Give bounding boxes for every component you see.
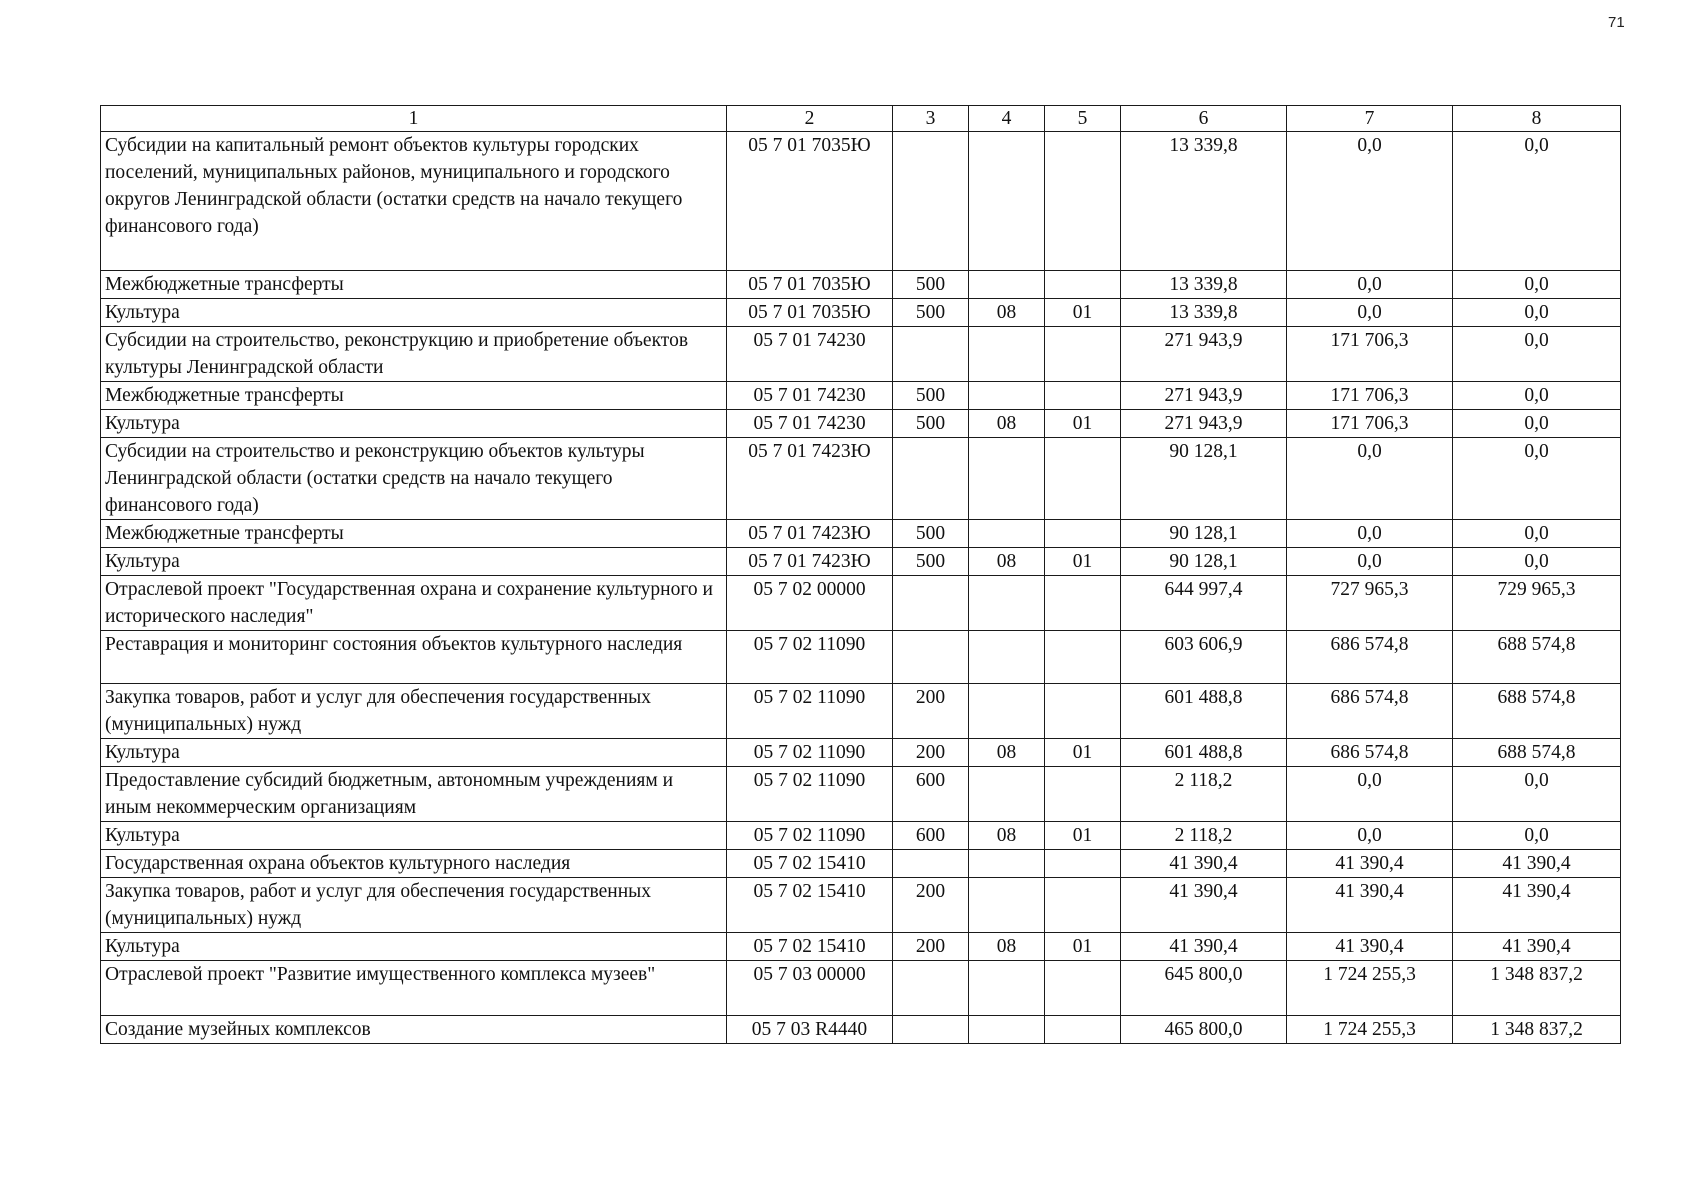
expense-type-code xyxy=(893,438,969,520)
expense-type-code: 500 xyxy=(893,271,969,299)
amount-col-6: 645 800,0 xyxy=(1121,961,1287,1016)
amount-col-8: 0,0 xyxy=(1453,438,1621,520)
budget-table xyxy=(100,105,1621,1044)
column-header-5: 5 xyxy=(1045,106,1121,132)
expense-type-code: 500 xyxy=(893,548,969,576)
target-article-code: 05 7 02 11090 xyxy=(727,739,893,767)
amount-col-8: 41 390,4 xyxy=(1453,878,1621,933)
amount-col-7: 686 574,8 xyxy=(1287,684,1453,739)
table-row xyxy=(101,271,1621,299)
amount-col-8: 1 348 837,2 xyxy=(1453,961,1621,1016)
amount-col-6: 13 339,8 xyxy=(1121,271,1287,299)
item-name: Межбюджетные трансферты xyxy=(101,382,727,410)
amount-col-8: 0,0 xyxy=(1453,767,1621,822)
target-article-code: 05 7 03 R4440 xyxy=(727,1016,893,1044)
table-row xyxy=(101,822,1621,850)
section-code: 08 xyxy=(969,548,1045,576)
item-name: Межбюджетные трансферты xyxy=(101,271,727,299)
section-code xyxy=(969,850,1045,878)
table-row xyxy=(101,382,1621,410)
table-row xyxy=(101,1016,1621,1044)
table-row xyxy=(101,438,1621,520)
item-name: Культура xyxy=(101,933,727,961)
amount-col-7: 1 724 255,3 xyxy=(1287,961,1453,1016)
expense-type-code xyxy=(893,850,969,878)
subsection-code: 01 xyxy=(1045,822,1121,850)
amount-col-7: 41 390,4 xyxy=(1287,878,1453,933)
amount-col-7: 171 706,3 xyxy=(1287,382,1453,410)
item-name: Культура xyxy=(101,822,727,850)
table-row xyxy=(101,739,1621,767)
target-article-code: 05 7 01 7423Ю xyxy=(727,548,893,576)
table-row xyxy=(101,299,1621,327)
amount-col-7: 0,0 xyxy=(1287,271,1453,299)
amount-col-8: 0,0 xyxy=(1453,299,1621,327)
target-article-code: 05 7 01 7035Ю xyxy=(727,299,893,327)
section-code: 08 xyxy=(969,410,1045,438)
item-name: Культура xyxy=(101,548,727,576)
target-article-code: 05 7 01 74230 xyxy=(727,410,893,438)
amount-col-6: 13 339,8 xyxy=(1121,132,1287,271)
amount-col-6: 13 339,8 xyxy=(1121,299,1287,327)
subsection-code xyxy=(1045,576,1121,631)
target-article-code: 05 7 01 74230 xyxy=(727,327,893,382)
expense-type-code: 500 xyxy=(893,382,969,410)
amount-col-6: 271 943,9 xyxy=(1121,410,1287,438)
header-row xyxy=(101,106,1621,132)
subsection-code: 01 xyxy=(1045,739,1121,767)
subsection-code xyxy=(1045,327,1121,382)
amount-col-8: 0,0 xyxy=(1453,132,1621,271)
subsection-code xyxy=(1045,961,1121,1016)
amount-col-8: 0,0 xyxy=(1453,327,1621,382)
expense-type-code: 600 xyxy=(893,767,969,822)
amount-col-7: 686 574,8 xyxy=(1287,631,1453,684)
amount-col-7: 1 724 255,3 xyxy=(1287,1016,1453,1044)
subsection-code xyxy=(1045,520,1121,548)
column-header-4: 4 xyxy=(969,106,1045,132)
subsection-code xyxy=(1045,382,1121,410)
target-article-code: 05 7 01 74230 xyxy=(727,382,893,410)
page-number: 71 xyxy=(1608,14,1625,31)
item-name: Культура xyxy=(101,410,727,438)
amount-col-7: 171 706,3 xyxy=(1287,410,1453,438)
section-code xyxy=(969,382,1045,410)
amount-col-8: 688 574,8 xyxy=(1453,739,1621,767)
subsection-code: 01 xyxy=(1045,548,1121,576)
target-article-code: 05 7 02 11090 xyxy=(727,684,893,739)
expense-type-code: 200 xyxy=(893,878,969,933)
amount-col-8: 688 574,8 xyxy=(1453,631,1621,684)
amount-col-7: 0,0 xyxy=(1287,767,1453,822)
table-row xyxy=(101,327,1621,382)
amount-col-6: 644 997,4 xyxy=(1121,576,1287,631)
table-row xyxy=(101,132,1621,271)
target-article-code: 05 7 01 7423Ю xyxy=(727,520,893,548)
amount-col-8: 0,0 xyxy=(1453,520,1621,548)
expense-type-code xyxy=(893,132,969,271)
section-code: 08 xyxy=(969,299,1045,327)
table-body xyxy=(101,132,1621,1044)
column-header-6: 6 xyxy=(1121,106,1287,132)
section-code xyxy=(969,132,1045,271)
amount-col-7: 0,0 xyxy=(1287,299,1453,327)
amount-col-6: 90 128,1 xyxy=(1121,520,1287,548)
amount-col-8: 1 348 837,2 xyxy=(1453,1016,1621,1044)
item-name: Закупка товаров, работ и услуг для обеспечения государственных (муниципальных) нужд xyxy=(101,878,727,933)
amount-col-7: 0,0 xyxy=(1287,822,1453,850)
subsection-code xyxy=(1045,631,1121,684)
section-code xyxy=(969,438,1045,520)
subsection-code xyxy=(1045,132,1121,271)
expense-type-code xyxy=(893,576,969,631)
amount-col-6: 271 943,9 xyxy=(1121,382,1287,410)
target-article-code: 05 7 02 11090 xyxy=(727,767,893,822)
expense-type-code: 500 xyxy=(893,520,969,548)
expense-type-code: 200 xyxy=(893,933,969,961)
target-article-code: 05 7 01 7423Ю xyxy=(727,438,893,520)
amount-col-7: 686 574,8 xyxy=(1287,739,1453,767)
item-name: Субсидии на капитальный ремонт объектов культуры городских поселений, муниципальных районов, муниципального и городского округов Ленинградской области (остатки средств на начало текущего финансового года) xyxy=(101,132,727,271)
table-row xyxy=(101,410,1621,438)
target-article-code: 05 7 02 15410 xyxy=(727,850,893,878)
section-code: 08 xyxy=(969,739,1045,767)
table-row xyxy=(101,684,1621,739)
expense-type-code xyxy=(893,631,969,684)
amount-col-7: 0,0 xyxy=(1287,132,1453,271)
column-header-3: 3 xyxy=(893,106,969,132)
table-row xyxy=(101,548,1621,576)
section-code xyxy=(969,767,1045,822)
amount-col-6: 601 488,8 xyxy=(1121,684,1287,739)
expense-type-code: 200 xyxy=(893,684,969,739)
expense-type-code: 600 xyxy=(893,822,969,850)
amount-col-6: 271 943,9 xyxy=(1121,327,1287,382)
item-name: Предоставление субсидий бюджетным, автономным учреждениям и иным некоммерческим организациям xyxy=(101,767,727,822)
target-article-code: 05 7 02 15410 xyxy=(727,878,893,933)
item-name: Межбюджетные трансферты xyxy=(101,520,727,548)
item-name: Создание музейных комплексов xyxy=(101,1016,727,1044)
amount-col-6: 601 488,8 xyxy=(1121,739,1287,767)
amount-col-7: 0,0 xyxy=(1287,520,1453,548)
amount-col-6: 2 118,2 xyxy=(1121,767,1287,822)
amount-col-7: 0,0 xyxy=(1287,438,1453,520)
item-name: Субсидии на строительство и реконструкцию объектов культуры Ленинградской области (остатки средств на начало текущего финансового года) xyxy=(101,438,727,520)
subsection-code xyxy=(1045,878,1121,933)
amount-col-6: 465 800,0 xyxy=(1121,1016,1287,1044)
column-header-8: 8 xyxy=(1453,106,1621,132)
amount-col-7: 41 390,4 xyxy=(1287,933,1453,961)
amount-col-8: 41 390,4 xyxy=(1453,850,1621,878)
table-row xyxy=(101,520,1621,548)
subsection-code: 01 xyxy=(1045,410,1121,438)
section-code xyxy=(969,1016,1045,1044)
amount-col-8: 0,0 xyxy=(1453,382,1621,410)
amount-col-8: 0,0 xyxy=(1453,271,1621,299)
section-code xyxy=(969,961,1045,1016)
target-article-code: 05 7 02 11090 xyxy=(727,822,893,850)
subsection-code xyxy=(1045,1016,1121,1044)
subsection-code xyxy=(1045,767,1121,822)
expense-type-code xyxy=(893,1016,969,1044)
amount-col-7: 41 390,4 xyxy=(1287,850,1453,878)
item-name: Отраслевой проект "Государственная охрана и сохранение культурного и исторического наследия" xyxy=(101,576,727,631)
amount-col-6: 90 128,1 xyxy=(1121,438,1287,520)
amount-col-6: 41 390,4 xyxy=(1121,850,1287,878)
table-row xyxy=(101,631,1621,684)
amount-col-6: 603 606,9 xyxy=(1121,631,1287,684)
section-code xyxy=(969,631,1045,684)
subsection-code xyxy=(1045,271,1121,299)
amount-col-7: 727 965,3 xyxy=(1287,576,1453,631)
table-row xyxy=(101,878,1621,933)
table-row xyxy=(101,767,1621,822)
subsection-code: 01 xyxy=(1045,933,1121,961)
item-name: Закупка товаров, работ и услуг для обеспечения государственных (муниципальных) нужд xyxy=(101,684,727,739)
amount-col-6: 2 118,2 xyxy=(1121,822,1287,850)
table-row xyxy=(101,933,1621,961)
item-name: Реставрация и мониторинг состояния объектов культурного наследия xyxy=(101,631,727,684)
expense-type-code: 200 xyxy=(893,739,969,767)
column-header-2: 2 xyxy=(727,106,893,132)
item-name: Культура xyxy=(101,299,727,327)
item-name: Культура xyxy=(101,739,727,767)
amount-col-8: 688 574,8 xyxy=(1453,684,1621,739)
amount-col-6: 41 390,4 xyxy=(1121,933,1287,961)
amount-col-8: 729 965,3 xyxy=(1453,576,1621,631)
amount-col-6: 41 390,4 xyxy=(1121,878,1287,933)
section-code xyxy=(969,271,1045,299)
column-header-1: 1 xyxy=(101,106,727,132)
amount-col-8: 0,0 xyxy=(1453,548,1621,576)
section-code xyxy=(969,520,1045,548)
amount-col-6: 90 128,1 xyxy=(1121,548,1287,576)
target-article-code: 05 7 02 00000 xyxy=(727,576,893,631)
section-code: 08 xyxy=(969,933,1045,961)
table-row xyxy=(101,850,1621,878)
expense-type-code: 500 xyxy=(893,299,969,327)
item-name: Государственная охрана объектов культурного наследия xyxy=(101,850,727,878)
expense-type-code xyxy=(893,961,969,1016)
table-row xyxy=(101,576,1621,631)
target-article-code: 05 7 01 7035Ю xyxy=(727,271,893,299)
amount-col-7: 171 706,3 xyxy=(1287,327,1453,382)
amount-col-7: 0,0 xyxy=(1287,548,1453,576)
section-code xyxy=(969,576,1045,631)
amount-col-8: 0,0 xyxy=(1453,822,1621,850)
target-article-code: 05 7 01 7035Ю xyxy=(727,132,893,271)
amount-col-8: 41 390,4 xyxy=(1453,933,1621,961)
table-row xyxy=(101,961,1621,1016)
target-article-code: 05 7 03 00000 xyxy=(727,961,893,1016)
section-code xyxy=(969,327,1045,382)
target-article-code: 05 7 02 11090 xyxy=(727,631,893,684)
column-header-7: 7 xyxy=(1287,106,1453,132)
section-code xyxy=(969,684,1045,739)
section-code: 08 xyxy=(969,822,1045,850)
section-code xyxy=(969,878,1045,933)
subsection-code xyxy=(1045,850,1121,878)
item-name: Отраслевой проект "Развитие имущественного комплекса музеев" xyxy=(101,961,727,1016)
expense-type-code: 500 xyxy=(893,410,969,438)
subsection-code xyxy=(1045,438,1121,520)
amount-col-8: 0,0 xyxy=(1453,410,1621,438)
item-name: Субсидии на строительство, реконструкцию и приобретение объектов культуры Ленинградской области xyxy=(101,327,727,382)
subsection-code xyxy=(1045,684,1121,739)
expense-type-code xyxy=(893,327,969,382)
subsection-code: 01 xyxy=(1045,299,1121,327)
target-article-code: 05 7 02 15410 xyxy=(727,933,893,961)
